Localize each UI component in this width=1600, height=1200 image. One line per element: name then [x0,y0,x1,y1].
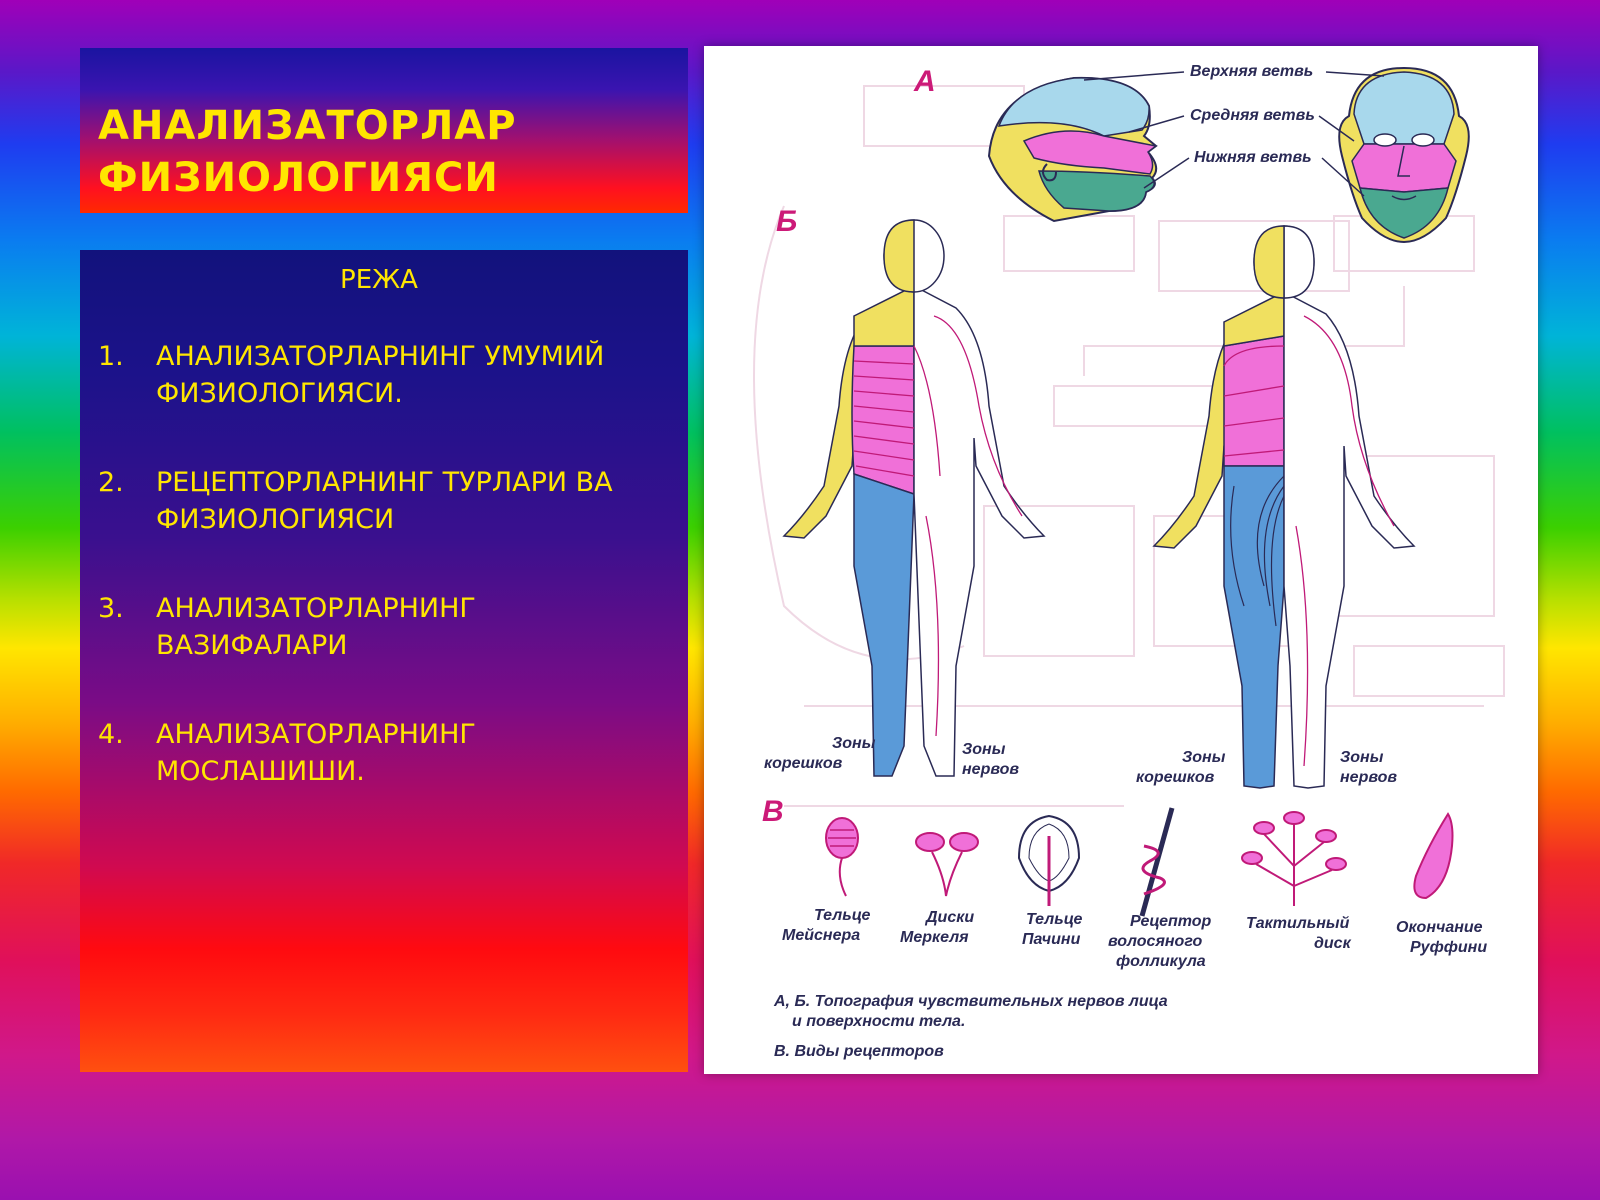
figure-drawing [704,46,1538,1074]
front-root-zones-line: Зоны [832,735,876,752]
section-label-b: Б [776,205,798,238]
merkel-disc-icon [916,833,978,896]
plan-item-line: АНАЛИЗАТОРЛАРНИНГ [156,593,476,624]
back-nerve-zones-label [1340,749,1397,786]
back-nerve-zones-line: нервов [1340,769,1398,786]
back-nerve-zones-line: Зоны [1340,749,1384,766]
plan-item-line: ФИЗИОЛОГИЯСИ. [156,378,403,409]
plan-item-number: 4. [98,719,124,750]
back-root-zones-label [1136,749,1230,786]
plan-item-text [156,338,660,412]
caption-line-3: В. Виды рецепторов [774,1043,944,1060]
plan-item-line: АНАЛИЗАТОРЛАРНИНГ [156,719,476,750]
plan-item-line: ВАЗИФАЛАРИ [156,630,348,661]
front-nerve-zones-label [962,741,1019,778]
branch-middle-label: Средняя ветвь [1190,107,1315,124]
plan-item-line: АНАЛИЗАТОРЛАРНИНГ УМУМИЙ [156,341,605,372]
title-box [80,48,688,213]
receptor-label-pacini: Тельце Пачини [1022,911,1083,948]
plan-item-line: РЕЦЕПТОРЛАРНИНГ ТУРЛАРИ ВА [156,467,613,498]
front-root-zones-label [764,735,880,772]
pacinian-corpuscle-icon [1019,816,1079,906]
back-root-zones-line: Зоны [1182,749,1226,766]
section-label-v: В [762,795,784,828]
figure-caption [773,993,1168,1060]
branch-lower-label: Нижняя ветвь [1194,149,1312,166]
plan-item-line: МОСЛАШИШИ. [156,756,365,787]
plan-item [98,716,660,790]
front-root-zones-line: корешков [764,755,843,772]
meissner-corpuscle-icon [826,818,858,896]
back-root-zones-line: корешков [1136,769,1215,786]
receptor-label-tactile-disc: Тактильный диск [1246,915,1351,952]
receptor-icons [826,808,1453,916]
plan-heading: РЕЖА [340,265,418,295]
plan-item-number: 2. [98,467,124,498]
plan-item-number: 1. [98,341,124,372]
plan-item-text [156,464,660,538]
receptor-label-ruffini: Окончание Руффини [1396,919,1488,956]
receptor-label-hair-follicle: Рецептор волосяного фолликула [1108,913,1212,970]
sensory-nerves-figure [704,46,1538,1074]
front-nerve-zones-line: нервов [962,761,1020,778]
plan-box [80,250,688,1072]
plan-list [98,338,660,790]
title-line-2: ФИЗИОЛОГИЯСИ [98,155,499,201]
front-body-diagram [784,220,1044,776]
hair-follicle-receptor-icon [1142,808,1172,916]
caption-line-1: А, Б. Топография чувствительных нервов лица [774,993,1168,1010]
branch-upper-label: Верхняя ветвь [1190,63,1314,80]
back-body-diagram [1154,226,1414,788]
plan-item [98,338,660,412]
plan-item [98,590,660,664]
plan-item-text [156,590,660,664]
receptor-labels [782,907,1487,970]
receptor-label-meissner: Тельце Мейснера [782,907,871,944]
tactile-disc-icon [1242,812,1346,906]
plan-item [98,464,660,538]
caption-line-2: и поверхности тела. [792,1013,966,1030]
plan-item-text [156,716,660,790]
receptor-label-merkel: Диски Меркеля [900,909,975,946]
plan-item-number: 3. [98,593,124,624]
ruffini-ending-icon [1414,814,1452,898]
section-label-a: А [914,65,936,98]
face-profile-diagram [989,78,1156,221]
plan-item-line: ФИЗИОЛОГИЯСИ [156,504,395,535]
front-nerve-zones-line: Зоны [962,741,1006,758]
title-line-1: АНАЛИЗАТОРЛАР [98,103,517,149]
